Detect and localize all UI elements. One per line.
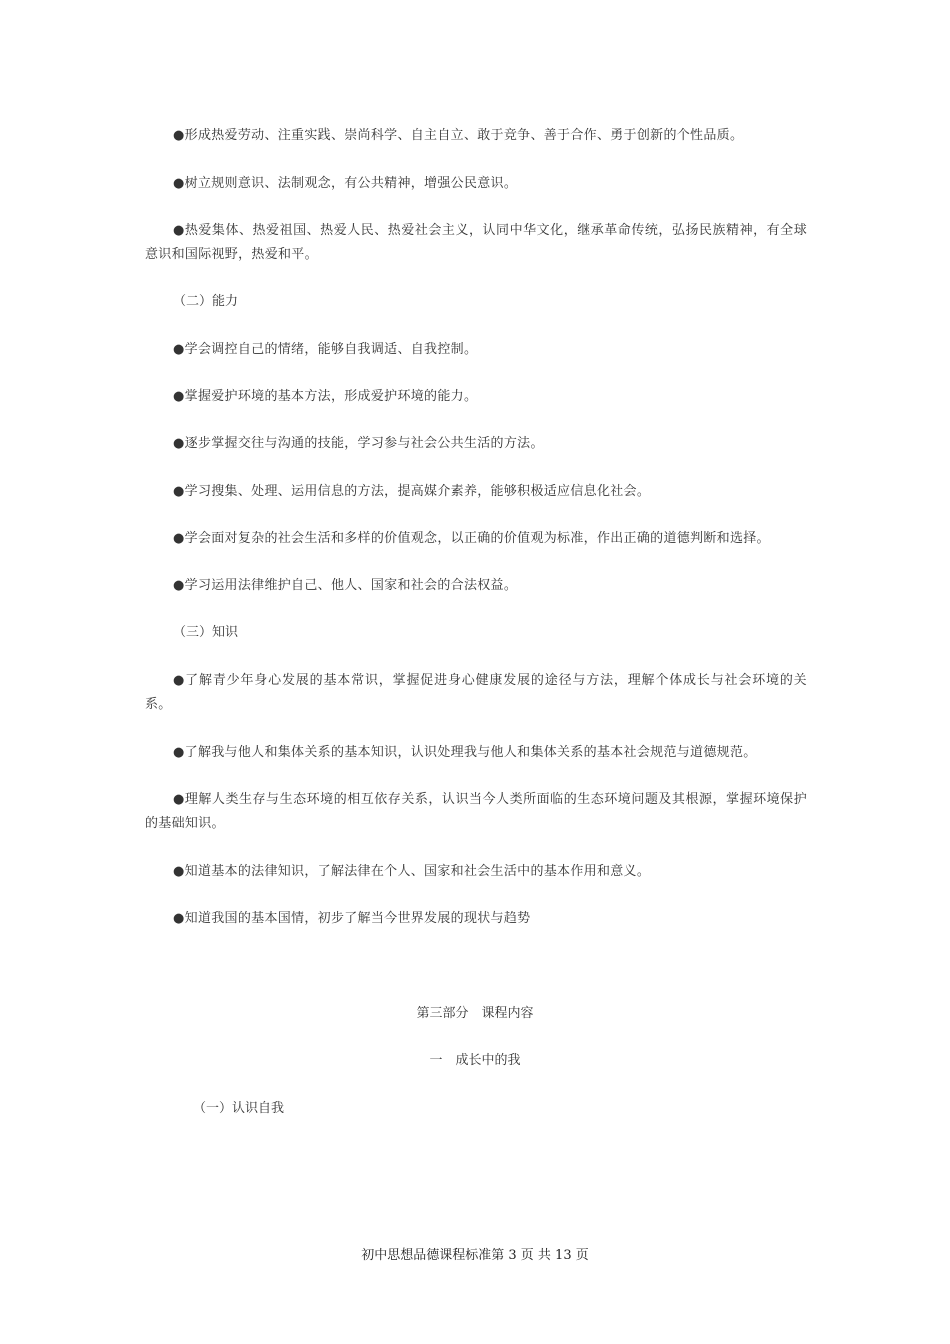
goal-item-3: ●热爱集体、热爱祖国、热爱人民、热爱社会主义，认同中华文化，继承革命传统，弘扬民族精神，有全球意识和国际视野，热爱和平。 bbox=[145, 223, 807, 262]
knowledge-item-1: ●了解青少年身心发展的基本常识，掌握促进身心健康发展的途径与方法，理解个体成长与社会环境的关系。 bbox=[145, 673, 807, 712]
ability-item-1: ●学会调控自己的情绪，能够自我调适、自我控制。 bbox=[173, 342, 478, 357]
ability-item-3: ●逐步掌握交往与沟通的技能，学习参与社会公共生活的方法。 bbox=[173, 436, 544, 451]
ability-item-4: ●学习搜集、处理、运用信息的方法，提高媒介素养，能够积极适应信息化社会。 bbox=[173, 484, 651, 499]
ability-heading: （二）能力 bbox=[173, 294, 239, 309]
goal-item-2: ●树立规则意识、法制观念，有公共精神，增强公民意识。 bbox=[173, 176, 518, 191]
page-footer: 初中思想品德课程标准第 3 页 共 13 页 bbox=[361, 1248, 589, 1263]
ability-item-6: ●学习运用法律维护自己、他人、国家和社会的合法权益。 bbox=[173, 578, 518, 593]
knowledge-item-4: ●知道基本的法律知识，了解法律在个人、国家和社会生活中的基本作用和意义。 bbox=[173, 864, 651, 879]
knowledge-heading: （三）知识 bbox=[173, 625, 239, 640]
goal-item-1: ●形成热爱劳动、注重实践、崇尚科学、自主自立、敢于竞争、善于合作、勇于创新的个性品质。 bbox=[173, 128, 744, 143]
subsection-title: （一）认识自我 bbox=[193, 1101, 285, 1116]
knowledge-item-5: ●知道我国的基本国情，初步了解当今世界发展的现状与趋势 bbox=[173, 911, 531, 926]
knowledge-item-3: ●理解人类生存与生态环境的相互依存关系，认识当今人类所面临的生态环境问题及其根源，掌握环境保护的基础知识。 bbox=[145, 792, 807, 831]
ability-item-5: ●学会面对复杂的社会生活和多样的价值观念，以正确的价值观为标准，作出正确的道德判断和选择。 bbox=[173, 531, 770, 546]
ability-item-2: ●掌握爱护环境的基本方法，形成爱护环境的能力。 bbox=[173, 389, 478, 404]
knowledge-item-2: ●了解我与他人和集体关系的基本知识，认识处理我与他人和集体关系的基本社会规范与道德规范。 bbox=[173, 745, 757, 760]
section-title: 一 成长中的我 bbox=[429, 1053, 521, 1068]
part-three-title: 第三部分 课程内容 bbox=[416, 1006, 534, 1021]
